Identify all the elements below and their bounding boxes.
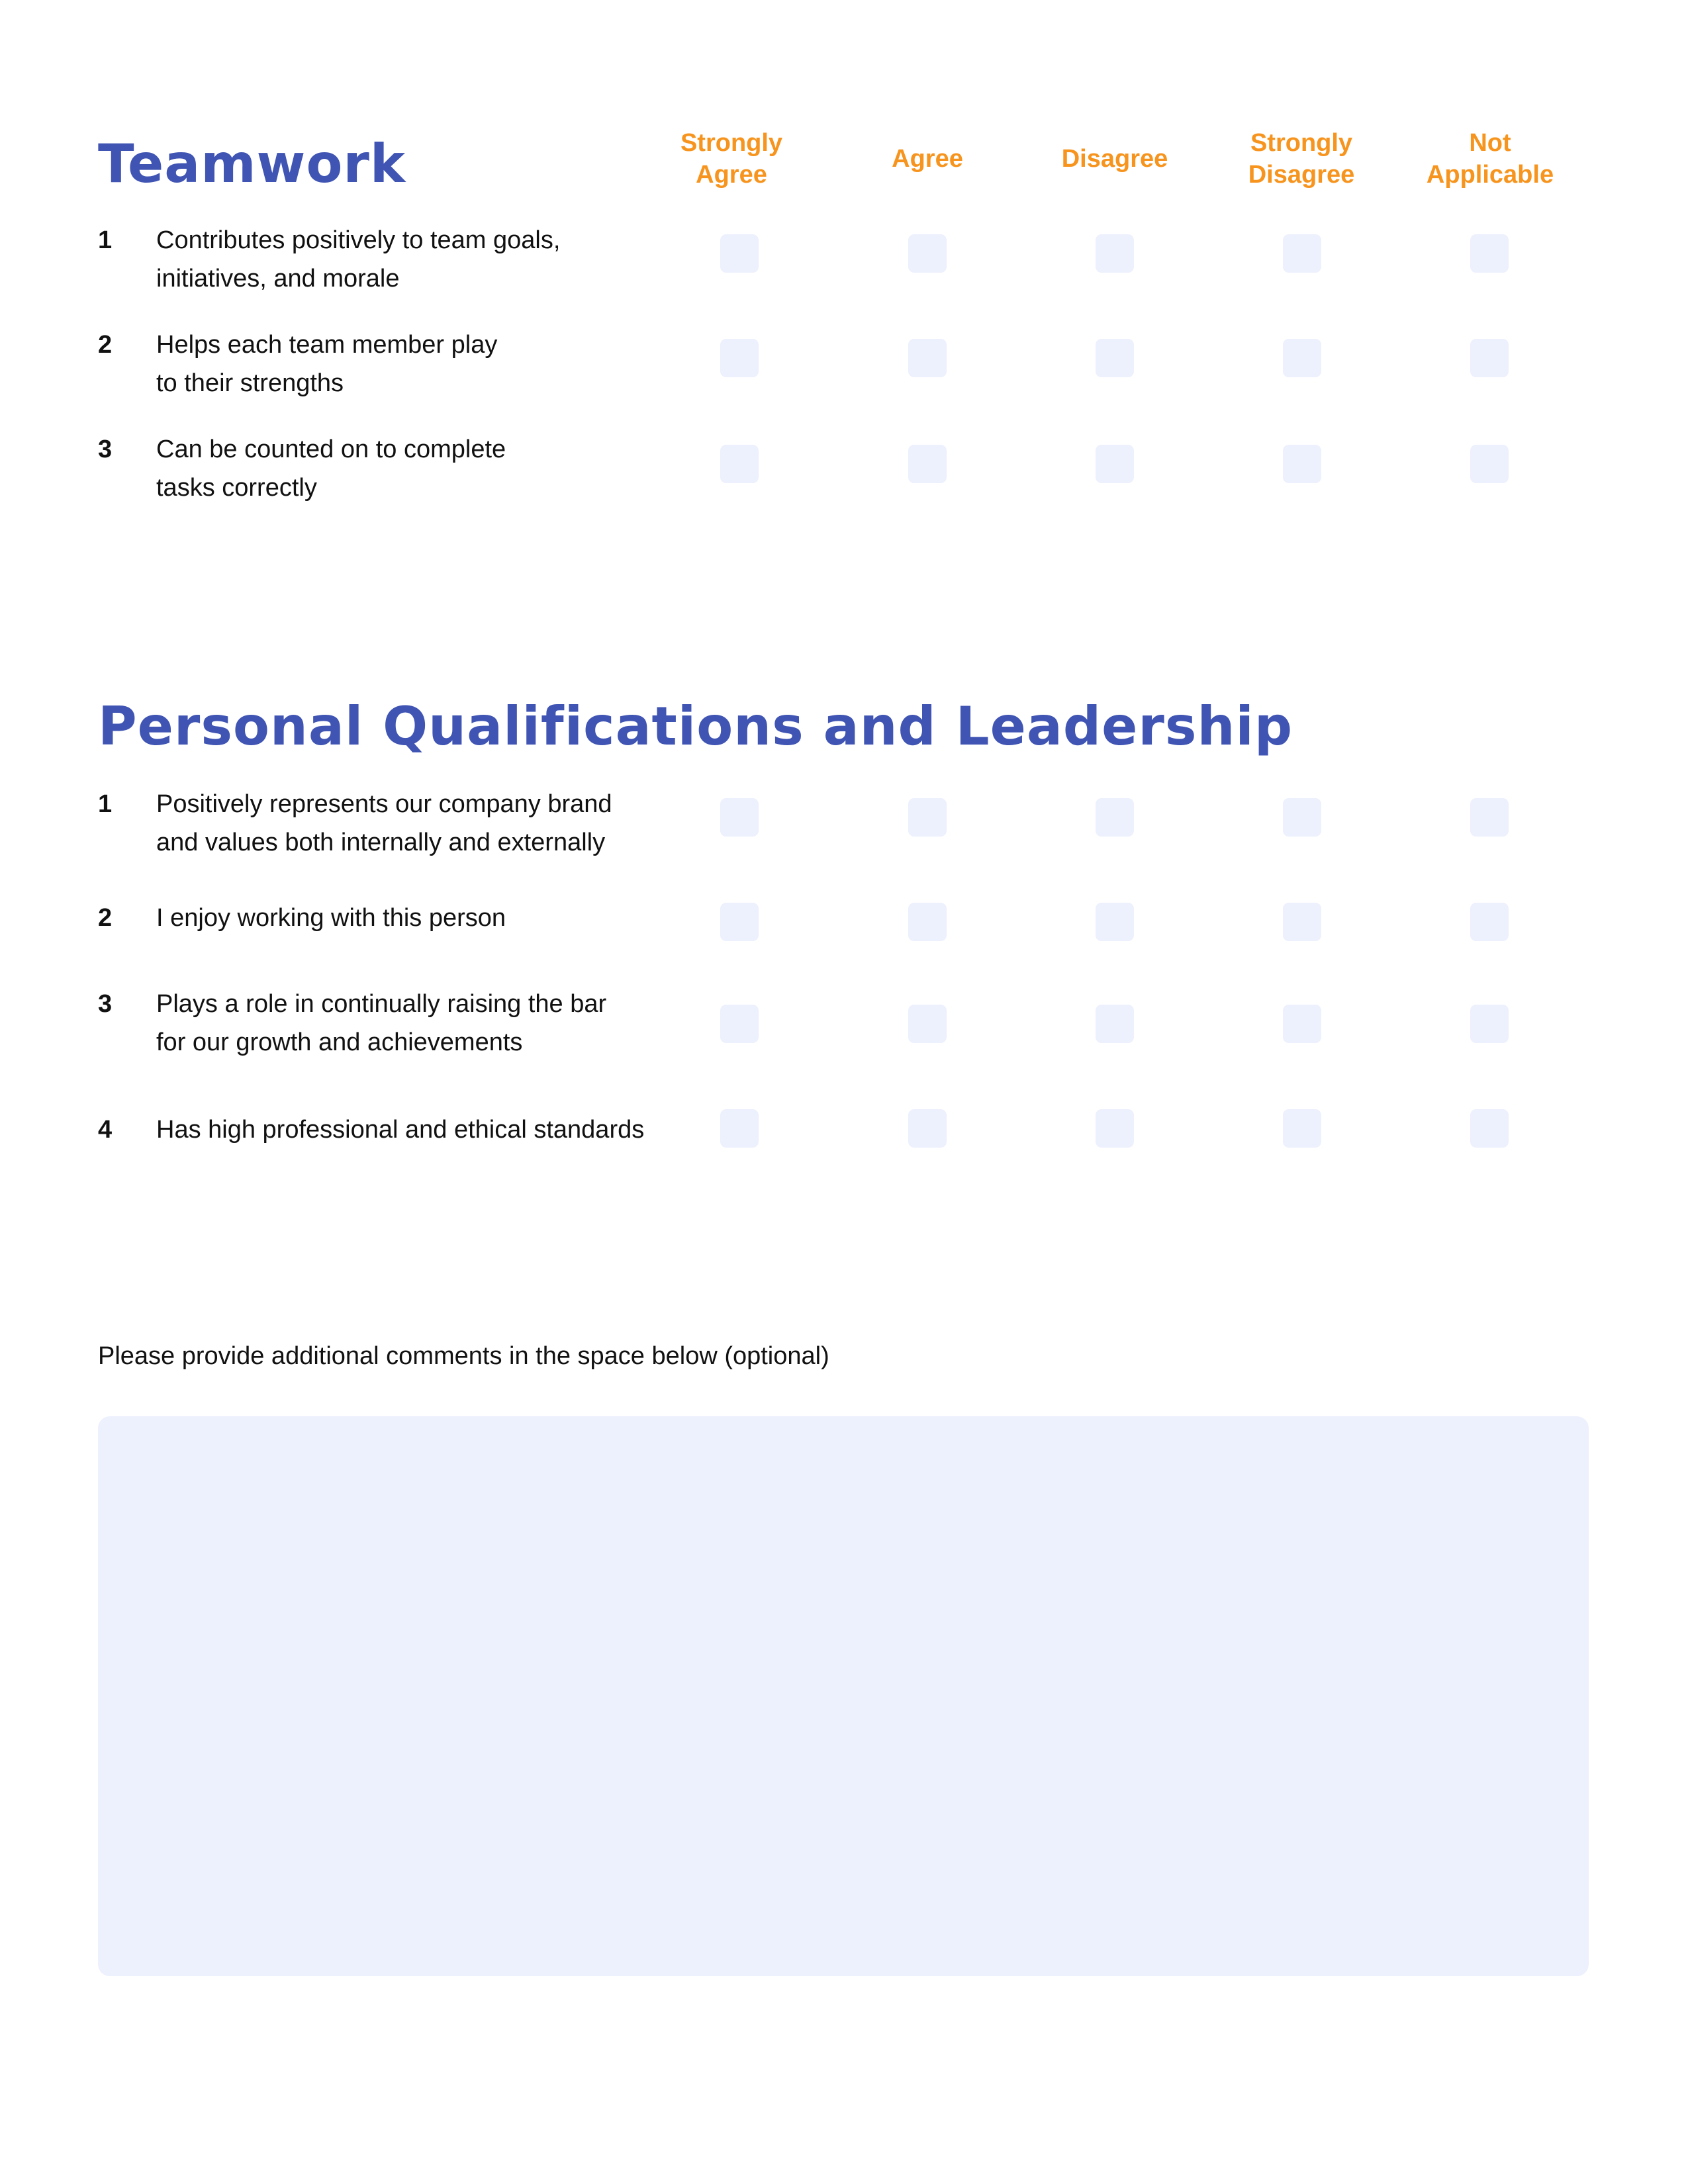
item-number: 2 [98, 904, 113, 932]
column-header-disagree: Disagree [1061, 145, 1168, 173]
checkbox-teamwork-1-strongly-agree[interactable] [720, 234, 759, 273]
checkbox-teamwork-1-disagree[interactable] [1096, 234, 1134, 273]
checkbox-leadership-1-strongly-agree[interactable] [720, 798, 759, 837]
checkbox-teamwork-2-disagree[interactable] [1096, 339, 1134, 377]
checkbox-leadership-4-strongly-agree[interactable] [720, 1109, 759, 1148]
checkbox-leadership-2-strongly-disagree[interactable] [1283, 903, 1321, 941]
item-number: 2 [98, 331, 113, 359]
item-number: 1 [98, 226, 113, 254]
column-header-strongly-disagree: Strongly Disagree [1248, 129, 1355, 189]
checkbox-leadership-1-not-applicable[interactable] [1470, 798, 1509, 837]
checkbox-teamwork-1-agree[interactable] [908, 234, 947, 273]
checkbox-teamwork-2-not-applicable[interactable] [1470, 339, 1509, 377]
checkbox-leadership-3-agree[interactable] [908, 1005, 947, 1043]
checkbox-leadership-4-agree[interactable] [908, 1109, 947, 1148]
checkbox-teamwork-3-not-applicable[interactable] [1470, 445, 1509, 483]
checkbox-teamwork-3-agree[interactable] [908, 445, 947, 483]
column-header-not-applicable: Not Applicable [1426, 129, 1554, 189]
column-header-strongly-agree: Strongly Agree [680, 129, 783, 189]
checkbox-leadership-2-agree[interactable] [908, 903, 947, 941]
item-text: I enjoy working with this person [156, 904, 506, 932]
checkbox-leadership-1-disagree[interactable] [1096, 798, 1134, 837]
comments-textarea[interactable] [98, 1416, 1589, 1976]
checkbox-teamwork-1-strongly-disagree[interactable] [1283, 234, 1321, 273]
item-number: 3 [98, 435, 113, 463]
item-text: Plays a role in continually raising the bar for our growth and achievements [156, 990, 607, 1056]
checkbox-leadership-4-not-applicable[interactable] [1470, 1109, 1509, 1148]
comments-label: Please provide additional comments in the space below (optional) [98, 1342, 829, 1370]
checkbox-teamwork-3-strongly-agree[interactable] [720, 445, 759, 483]
item-number: 4 [98, 1116, 113, 1144]
item-number: 1 [98, 790, 113, 818]
column-header-agree: Agree [892, 145, 963, 173]
checkbox-leadership-4-strongly-disagree[interactable] [1283, 1109, 1321, 1148]
checkbox-leadership-2-disagree[interactable] [1096, 903, 1134, 941]
section-title-personal-qualifications: Personal Qualifications and Leadership [98, 696, 1293, 757]
item-number: 3 [98, 990, 113, 1018]
checkbox-teamwork-3-disagree[interactable] [1096, 445, 1134, 483]
checkbox-teamwork-3-strongly-disagree[interactable] [1283, 445, 1321, 483]
checkbox-teamwork-2-strongly-agree[interactable] [720, 339, 759, 377]
checkbox-leadership-3-not-applicable[interactable] [1470, 1005, 1509, 1043]
item-text: Can be counted on to complete tasks correctly [156, 435, 506, 502]
item-text: Positively represents our company brand and values both internally and externally [156, 790, 612, 856]
checkbox-leadership-3-strongly-agree[interactable] [720, 1005, 759, 1043]
checkbox-teamwork-2-agree[interactable] [908, 339, 947, 377]
item-text: Contributes positively to team goals, initiatives, and morale [156, 226, 561, 293]
checkbox-leadership-3-disagree[interactable] [1096, 1005, 1134, 1043]
checkbox-leadership-3-strongly-disagree[interactable] [1283, 1005, 1321, 1043]
section-title-teamwork: Teamwork [98, 133, 406, 195]
checkbox-leadership-1-agree[interactable] [908, 798, 947, 837]
checkbox-teamwork-1-not-applicable[interactable] [1470, 234, 1509, 273]
checkbox-leadership-2-strongly-agree[interactable] [720, 903, 759, 941]
checkbox-leadership-1-strongly-disagree[interactable] [1283, 798, 1321, 837]
checkbox-leadership-4-disagree[interactable] [1096, 1109, 1134, 1148]
checkbox-teamwork-2-strongly-disagree[interactable] [1283, 339, 1321, 377]
item-text: Helps each team member play to their strengths [156, 331, 498, 397]
item-text: Has high professional and ethical standards [156, 1116, 645, 1144]
checkbox-leadership-2-not-applicable[interactable] [1470, 903, 1509, 941]
